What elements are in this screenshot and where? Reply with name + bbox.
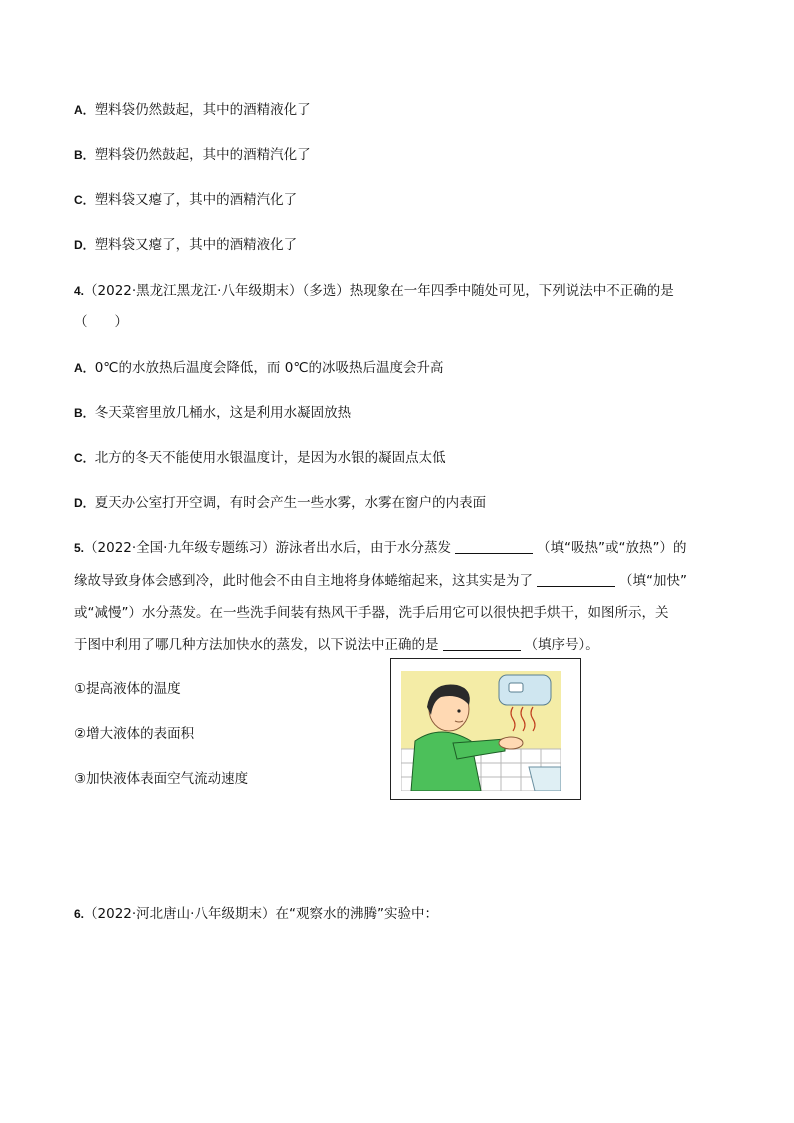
q5-line-1 bbox=[74, 538, 686, 558]
option-label: B bbox=[74, 148, 83, 162]
question-number: 5. bbox=[74, 541, 85, 555]
option-label: C bbox=[74, 193, 83, 207]
q5-line-3: 或“减慢”）水分蒸发。在一些洗手间装有热风干手器，洗手后用它可以很快把手烘干，如图所示，关 bbox=[74, 605, 669, 621]
q3-option-b bbox=[74, 145, 311, 165]
option-label: D bbox=[74, 238, 83, 252]
hand-dryer-illustration bbox=[401, 671, 561, 791]
answer-blank-2[interactable] bbox=[537, 572, 615, 587]
question-text: 游泳者出水后，由于水分蒸发 bbox=[275, 540, 451, 556]
option-label: C bbox=[74, 451, 83, 465]
question-number: 6. bbox=[74, 907, 85, 921]
q4-stem bbox=[74, 281, 674, 301]
question-text: （填“吸热”或“放热”）的 bbox=[536, 540, 687, 556]
q3-option-d bbox=[74, 235, 297, 255]
option-text: 北方的冬天不能使用水银温度计，是因为水银的凝固点太低 bbox=[94, 450, 446, 466]
answer-blank-1[interactable] bbox=[455, 539, 533, 554]
option-label: A bbox=[74, 361, 83, 375]
q5-item-2: ②增大液体的表面积 bbox=[74, 726, 195, 742]
question-text: （填序号）。 bbox=[524, 637, 599, 653]
option-text: 塑料袋仍然鼓起，其中的酒精液化了 bbox=[94, 102, 311, 118]
option-text: 塑料袋又瘪了，其中的酒精液化了 bbox=[94, 237, 298, 253]
answer-blank-3[interactable] bbox=[443, 636, 521, 651]
option-text: 夏天办公室打开空调，有时会产生一些水雾，水雾在窗户的内表面 bbox=[94, 495, 487, 511]
question-source: （2022·黑龙江黑龙江·八年级期末） bbox=[84, 283, 303, 299]
q4-option-b bbox=[74, 403, 351, 423]
option-dot: ． bbox=[82, 496, 95, 510]
option-dot: ． bbox=[82, 193, 95, 207]
option-label: A bbox=[74, 103, 83, 117]
question-text: 于图中利用了哪几种方法加快水的蒸发，以下说法中正确的是 bbox=[74, 637, 439, 653]
q4-option-c bbox=[74, 448, 446, 468]
q5-item-3: ③加快液体表面空气流动速度 bbox=[74, 771, 249, 787]
q4-option-a bbox=[74, 358, 443, 378]
q5-line-2 bbox=[74, 571, 687, 591]
q5-item-1: ①提高液体的温度 bbox=[74, 681, 181, 697]
option-dot: ． bbox=[82, 103, 95, 117]
q3-option-a bbox=[74, 100, 311, 120]
option-label: D bbox=[74, 496, 83, 510]
q4-answer-paren: （ ） bbox=[74, 314, 128, 330]
hand-dryer-figure bbox=[390, 658, 581, 800]
question-stem: 在“观察水的沸腾”实验中： bbox=[275, 906, 438, 922]
q3-option-c bbox=[74, 190, 297, 210]
question-source: （2022·河北唐山·八年级期末） bbox=[84, 906, 276, 922]
question-text: （填“加快” bbox=[619, 573, 687, 589]
option-dot: ． bbox=[82, 238, 95, 252]
question-stem: （多选）热现象在一年四季中随处可见，下列说法中不正确的是 bbox=[302, 283, 674, 299]
option-text: 塑料袋仍然鼓起，其中的酒精汽化了 bbox=[94, 147, 311, 163]
q6-stem bbox=[74, 904, 438, 924]
option-dot: ． bbox=[82, 148, 95, 162]
question-number: 4. bbox=[74, 284, 85, 298]
q5-line-4 bbox=[74, 635, 599, 655]
option-label: B bbox=[74, 406, 83, 420]
option-dot: ． bbox=[82, 451, 95, 465]
option-text: 冬天菜窖里放几桶水，这是利用水凝固放热 bbox=[94, 405, 352, 421]
option-text: 塑料袋又瘪了，其中的酒精汽化了 bbox=[94, 192, 298, 208]
option-dot: ． bbox=[82, 361, 95, 375]
option-dot: ． bbox=[82, 406, 95, 420]
q4-option-d bbox=[74, 493, 486, 513]
question-source: （2022·全国·九年级专题练习） bbox=[84, 540, 276, 556]
question-text: 缘故导致身体会感到冷，此时他会不由自主地将身体蜷缩起来，这其实是为了 bbox=[74, 573, 533, 589]
option-text: 0℃的水放热后温度会降低，而 0℃的冰吸热后温度会升高 bbox=[94, 360, 444, 376]
